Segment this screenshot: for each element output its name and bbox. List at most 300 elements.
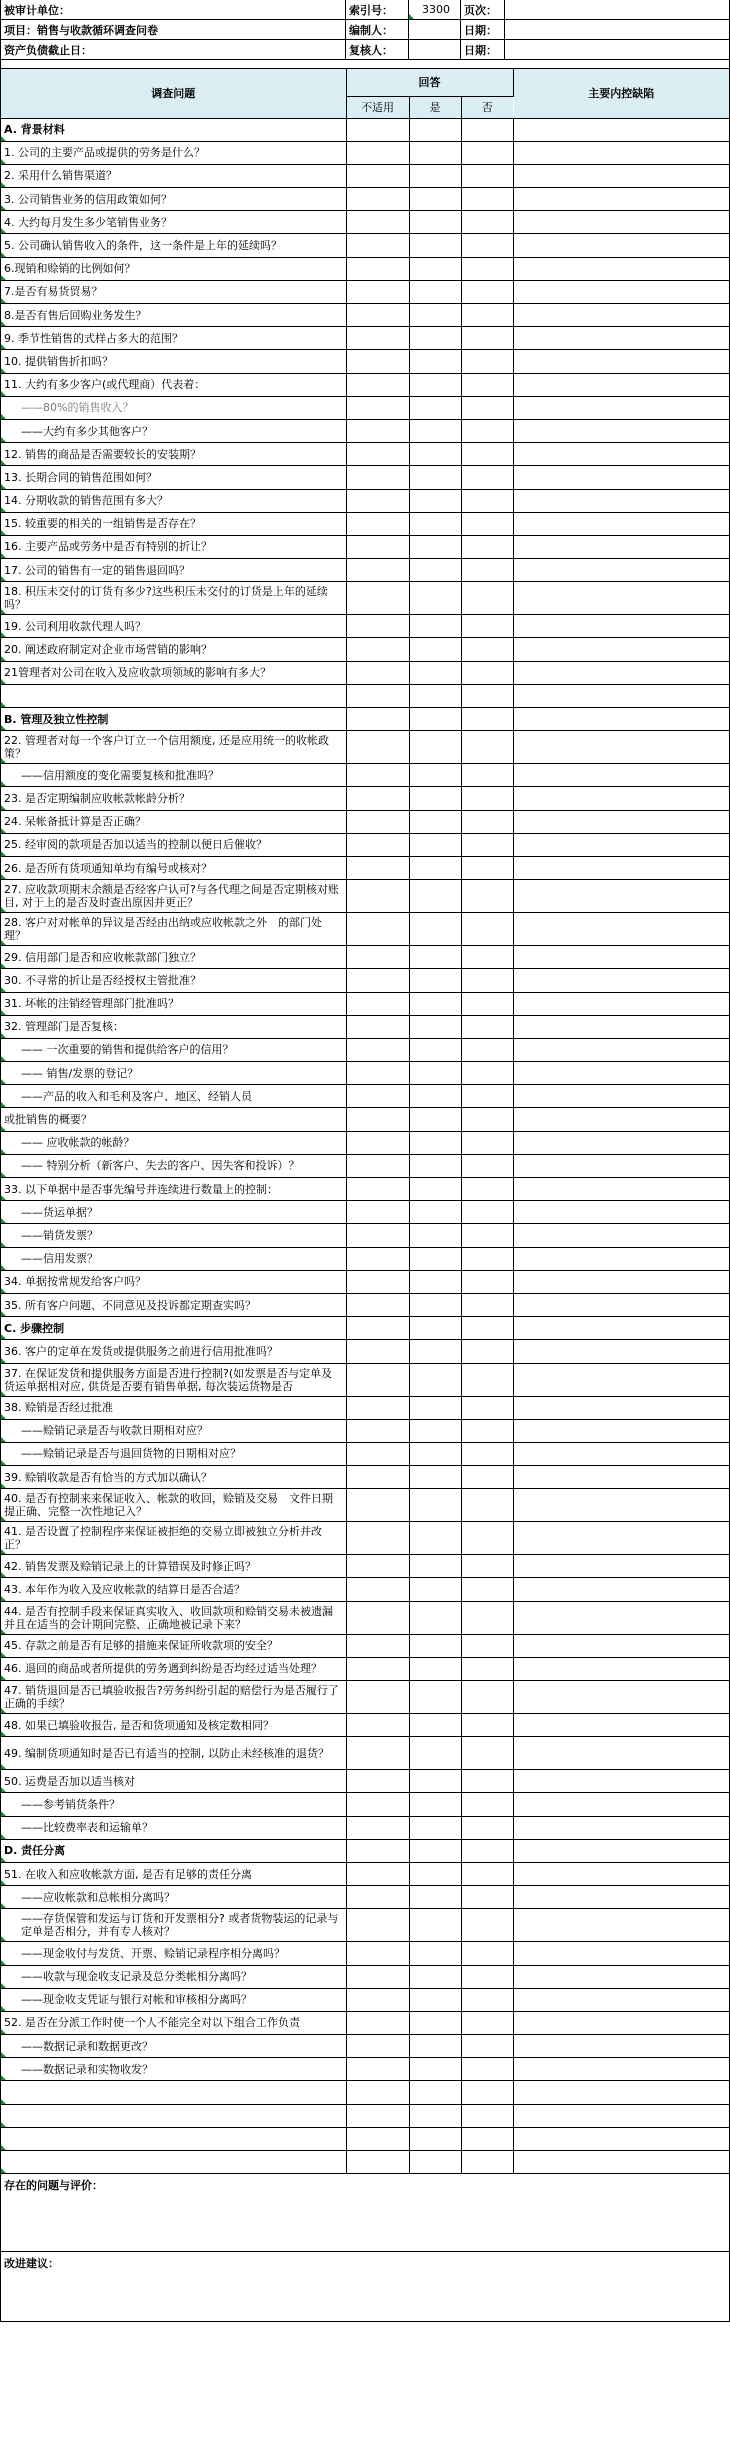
answer-no[interactable] [461,638,513,661]
answer-na[interactable] [346,1015,409,1038]
answer-na[interactable] [346,731,409,764]
answer-yes[interactable] [409,1363,461,1396]
answer-no[interactable] [461,1038,513,1061]
defect-cell[interactable] [513,856,729,879]
answer-no[interactable] [461,810,513,833]
page-value[interactable] [505,0,729,19]
answer-yes[interactable] [409,992,461,1015]
answer-yes[interactable] [409,1442,461,1465]
answer-no[interactable] [461,1466,513,1489]
answer-no[interactable] [461,787,513,810]
answer-yes[interactable] [409,969,461,992]
answer-no[interactable] [461,350,513,373]
answer-no[interactable] [461,1489,513,1522]
answer-yes[interactable] [409,512,461,535]
answer-no[interactable] [461,731,513,764]
answer-no[interactable] [461,559,513,582]
answer-no[interactable] [461,141,513,164]
answer-na[interactable] [346,1988,409,2011]
defect-cell[interactable] [513,466,729,489]
answer-no[interactable] [461,1270,513,1293]
answer-no[interactable] [461,1816,513,1839]
answer-no[interactable] [461,1555,513,1578]
answer-no[interactable] [461,1601,513,1634]
answer-na[interactable] [346,1038,409,1061]
answer-no[interactable] [461,118,513,141]
defect-cell[interactable] [513,992,729,1015]
answer-yes[interactable] [409,164,461,187]
answer-na[interactable] [346,1131,409,1154]
answer-no[interactable] [461,708,513,731]
answer-no[interactable] [461,419,513,442]
answer-na[interactable] [346,1634,409,1657]
answer-na[interactable] [346,1340,409,1363]
answer-yes[interactable] [409,1816,461,1839]
defect-cell[interactable] [513,1601,729,1634]
defect-cell[interactable] [513,373,729,396]
answer-no[interactable] [461,1442,513,1465]
suggest-box[interactable] [1,2252,729,2322]
answer-no[interactable] [461,512,513,535]
answer-no[interactable] [461,2127,513,2150]
answer-yes[interactable] [409,764,461,787]
answer-na[interactable] [346,234,409,257]
answer-yes[interactable] [409,1270,461,1293]
index-value[interactable]: 3300 [409,0,461,19]
answer-no[interactable] [461,443,513,466]
answer-yes[interactable] [409,1466,461,1489]
defect-cell[interactable] [513,1839,729,1862]
defect-cell[interactable] [513,787,729,810]
answer-yes[interactable] [409,280,461,303]
defect-cell[interactable] [513,1770,729,1793]
answer-yes[interactable] [409,1085,461,1108]
answer-no[interactable] [461,992,513,1015]
answer-no[interactable] [461,466,513,489]
answer-no[interactable] [461,2151,513,2174]
answer-yes[interactable] [409,1419,461,1442]
answer-yes[interactable] [409,2104,461,2127]
defect-cell[interactable] [513,1317,729,1340]
answer-no[interactable] [461,1634,513,1657]
answer-na[interactable] [346,2127,409,2150]
answer-na[interactable] [346,684,409,707]
answer-yes[interactable] [409,419,461,442]
answer-na[interactable] [346,833,409,856]
answer-no[interactable] [461,1522,513,1555]
defect-cell[interactable] [513,1015,729,1038]
answer-no[interactable] [461,2104,513,2127]
answer-yes[interactable] [409,234,461,257]
answer-yes[interactable] [409,1737,461,1770]
answer-na[interactable] [346,1839,409,1862]
defect-cell[interactable] [513,2151,729,2174]
answer-yes[interactable] [409,1224,461,1247]
answer-na[interactable] [346,304,409,327]
answer-no[interactable] [461,1015,513,1038]
answer-no[interactable] [461,535,513,558]
answer-na[interactable] [346,1793,409,1816]
defect-cell[interactable] [513,810,729,833]
answer-na[interactable] [346,2011,409,2034]
answer-no[interactable] [461,1108,513,1131]
answer-yes[interactable] [409,638,461,661]
defect-cell[interactable] [513,419,729,442]
answer-yes[interactable] [409,1489,461,1522]
defect-cell[interactable] [513,443,729,466]
answer-na[interactable] [346,1555,409,1578]
answer-yes[interactable] [409,1988,461,2011]
answer-na[interactable] [346,2035,409,2058]
answer-na[interactable] [346,1085,409,1108]
answer-no[interactable] [461,1862,513,1885]
answer-yes[interactable] [409,1178,461,1201]
answer-na[interactable] [346,1062,409,1085]
answer-na[interactable] [346,1942,409,1965]
answer-na[interactable] [346,1154,409,1177]
defect-cell[interactable] [513,1555,729,1578]
answer-no[interactable] [461,1419,513,1442]
answer-na[interactable] [346,443,409,466]
defect-cell[interactable] [513,1178,729,1201]
answer-na[interactable] [346,1522,409,1555]
defect-cell[interactable] [513,764,729,787]
answer-no[interactable] [461,1363,513,1396]
defect-cell[interactable] [513,164,729,187]
answer-no[interactable] [461,1293,513,1316]
answer-na[interactable] [346,1178,409,1201]
answer-no[interactable] [461,188,513,211]
defect-cell[interactable] [513,1201,729,1224]
answer-yes[interactable] [409,1578,461,1601]
answer-no[interactable] [461,1178,513,1201]
defect-cell[interactable] [513,1442,729,1465]
answer-na[interactable] [346,327,409,350]
defect-cell[interactable] [513,1816,729,1839]
defect-cell[interactable] [513,1466,729,1489]
defect-cell[interactable] [513,1737,729,1770]
answer-yes[interactable] [409,2011,461,2034]
defect-cell[interactable] [513,489,729,512]
answer-no[interactable] [461,1317,513,1340]
answer-no[interactable] [461,1886,513,1909]
answer-yes[interactable] [409,1909,461,1942]
answer-yes[interactable] [409,2081,461,2104]
answer-na[interactable] [346,856,409,879]
defect-cell[interactable] [513,684,729,707]
answer-na[interactable] [346,946,409,969]
defect-cell[interactable] [513,1062,729,1085]
defect-cell[interactable] [513,1085,729,1108]
answer-na[interactable] [346,969,409,992]
answer-yes[interactable] [409,856,461,879]
defect-cell[interactable] [513,1224,729,1247]
defect-cell[interactable] [513,327,729,350]
answer-na[interactable] [346,1224,409,1247]
answer-na[interactable] [346,466,409,489]
answer-yes[interactable] [409,1038,461,1061]
answer-yes[interactable] [409,1015,461,1038]
answer-na[interactable] [346,638,409,661]
answer-no[interactable] [461,1965,513,1988]
defect-cell[interactable] [513,1862,729,1885]
answer-no[interactable] [461,1340,513,1363]
answer-na[interactable] [346,1681,409,1714]
answer-yes[interactable] [409,141,461,164]
answer-na[interactable] [346,661,409,684]
answer-yes[interactable] [409,1862,461,1885]
defect-cell[interactable] [513,559,729,582]
answer-no[interactable] [461,234,513,257]
answer-no[interactable] [461,684,513,707]
answer-yes[interactable] [409,1681,461,1714]
defect-cell[interactable] [513,512,729,535]
answer-no[interactable] [461,1085,513,1108]
answer-no[interactable] [461,396,513,419]
answer-yes[interactable] [409,327,461,350]
answer-no[interactable] [461,280,513,303]
defect-cell[interactable] [513,1363,729,1396]
defect-cell[interactable] [513,141,729,164]
answer-na[interactable] [346,2081,409,2104]
defect-cell[interactable] [513,1419,729,1442]
answer-yes[interactable] [409,211,461,234]
answer-yes[interactable] [409,1201,461,1224]
answer-yes[interactable] [409,466,461,489]
answer-na[interactable] [346,1270,409,1293]
defect-cell[interactable] [513,1909,729,1942]
answer-no[interactable] [461,1247,513,1270]
defect-cell[interactable] [513,1340,729,1363]
answer-yes[interactable] [409,708,461,731]
defect-cell[interactable] [513,188,729,211]
answer-no[interactable] [461,1681,513,1714]
defect-cell[interactable] [513,1942,729,1965]
answer-na[interactable] [346,1489,409,1522]
defect-cell[interactable] [513,396,729,419]
answer-no[interactable] [461,913,513,946]
answer-na[interactable] [346,1363,409,1396]
answer-no[interactable] [461,946,513,969]
answer-no[interactable] [461,1770,513,1793]
answer-yes[interactable] [409,661,461,684]
answer-no[interactable] [461,856,513,879]
defect-cell[interactable] [513,350,729,373]
defect-cell[interactable] [513,2127,729,2150]
answer-yes[interactable] [409,810,461,833]
answer-no[interactable] [461,327,513,350]
answer-na[interactable] [346,1419,409,1442]
defect-cell[interactable] [513,582,729,615]
answer-yes[interactable] [409,946,461,969]
answer-na[interactable] [346,1816,409,1839]
defect-cell[interactable] [513,1965,729,1988]
answer-na[interactable] [346,913,409,946]
answer-na[interactable] [346,582,409,615]
answer-na[interactable] [346,787,409,810]
answer-yes[interactable] [409,1317,461,1340]
answer-yes[interactable] [409,1154,461,1177]
answer-no[interactable] [461,1714,513,1737]
preparer-value[interactable] [409,20,461,39]
defect-cell[interactable] [513,2104,729,2127]
defect-cell[interactable] [513,257,729,280]
answer-yes[interactable] [409,1714,461,1737]
answer-na[interactable] [346,615,409,638]
answer-na[interactable] [346,1601,409,1634]
answer-yes[interactable] [409,582,461,615]
answer-no[interactable] [461,1578,513,1601]
answer-yes[interactable] [409,787,461,810]
answer-no[interactable] [461,1839,513,1862]
answer-yes[interactable] [409,559,461,582]
defect-cell[interactable] [513,211,729,234]
defect-cell[interactable] [513,969,729,992]
answer-no[interactable] [461,164,513,187]
answer-na[interactable] [346,1909,409,1942]
defect-cell[interactable] [513,1038,729,1061]
answer-yes[interactable] [409,188,461,211]
answer-yes[interactable] [409,118,461,141]
answer-na[interactable] [346,1108,409,1131]
answer-no[interactable] [461,211,513,234]
answer-no[interactable] [461,1657,513,1680]
answer-no[interactable] [461,615,513,638]
defect-cell[interactable] [513,731,729,764]
defect-cell[interactable] [513,1657,729,1680]
answer-yes[interactable] [409,2127,461,2150]
defect-cell[interactable] [513,638,729,661]
answer-na[interactable] [346,1247,409,1270]
answer-na[interactable] [346,1886,409,1909]
defect-cell[interactable] [513,2058,729,2081]
defect-cell[interactable] [513,280,729,303]
answer-no[interactable] [461,582,513,615]
date-value[interactable] [505,20,729,39]
answer-na[interactable] [346,2151,409,2174]
answer-no[interactable] [461,2011,513,2034]
defect-cell[interactable] [513,1886,729,1909]
answer-yes[interactable] [409,1293,461,1316]
answer-no[interactable] [461,1737,513,1770]
answer-na[interactable] [346,141,409,164]
answer-yes[interactable] [409,304,461,327]
answer-yes[interactable] [409,913,461,946]
answer-no[interactable] [461,1224,513,1247]
defect-cell[interactable] [513,708,729,731]
defect-cell[interactable] [513,1396,729,1419]
defect-cell[interactable] [513,2011,729,2034]
answer-yes[interactable] [409,489,461,512]
defect-cell[interactable] [513,833,729,856]
answer-no[interactable] [461,489,513,512]
answer-na[interactable] [346,2104,409,2127]
answer-yes[interactable] [409,1396,461,1419]
answer-yes[interactable] [409,1522,461,1555]
answer-na[interactable] [346,1714,409,1737]
answer-no[interactable] [461,257,513,280]
defect-cell[interactable] [513,118,729,141]
answer-no[interactable] [461,880,513,913]
defect-cell[interactable] [513,1634,729,1657]
answer-na[interactable] [346,396,409,419]
answer-na[interactable] [346,373,409,396]
answer-na[interactable] [346,1657,409,1680]
defect-cell[interactable] [513,1793,729,1816]
defect-cell[interactable] [513,1489,729,1522]
answer-na[interactable] [346,419,409,442]
answer-na[interactable] [346,708,409,731]
answer-yes[interactable] [409,1555,461,1578]
answer-yes[interactable] [409,1634,461,1657]
answer-na[interactable] [346,257,409,280]
answer-na[interactable] [346,1737,409,1770]
answer-yes[interactable] [409,350,461,373]
defect-cell[interactable] [513,1270,729,1293]
answer-no[interactable] [461,1201,513,1224]
answer-yes[interactable] [409,535,461,558]
answer-na[interactable] [346,1293,409,1316]
answer-na[interactable] [346,535,409,558]
answer-na[interactable] [346,188,409,211]
answer-na[interactable] [346,810,409,833]
defect-cell[interactable] [513,1578,729,1601]
answer-yes[interactable] [409,1601,461,1634]
answer-yes[interactable] [409,1108,461,1131]
answer-na[interactable] [346,1466,409,1489]
defect-cell[interactable] [513,535,729,558]
defect-cell[interactable] [513,946,729,969]
answer-no[interactable] [461,661,513,684]
defect-cell[interactable] [513,1154,729,1177]
answer-na[interactable] [346,164,409,187]
answer-no[interactable] [461,833,513,856]
answer-yes[interactable] [409,1131,461,1154]
answer-no[interactable] [461,2081,513,2104]
answer-yes[interactable] [409,1793,461,1816]
answer-yes[interactable] [409,1886,461,1909]
answer-yes[interactable] [409,1965,461,1988]
answer-yes[interactable] [409,2035,461,2058]
answer-yes[interactable] [409,731,461,764]
answer-na[interactable] [346,512,409,535]
defect-cell[interactable] [513,615,729,638]
date-value-2[interactable] [505,40,729,59]
answer-na[interactable] [346,1317,409,1340]
answer-yes[interactable] [409,2058,461,2081]
answer-yes[interactable] [409,833,461,856]
answer-na[interactable] [346,1862,409,1885]
defect-cell[interactable] [513,1522,729,1555]
answer-no[interactable] [461,1131,513,1154]
defect-cell[interactable] [513,880,729,913]
answer-yes[interactable] [409,257,461,280]
answer-yes[interactable] [409,1062,461,1085]
answer-no[interactable] [461,1793,513,1816]
answer-yes[interactable] [409,396,461,419]
issues-box[interactable] [1,2174,729,2252]
answer-yes[interactable] [409,1340,461,1363]
defect-cell[interactable] [513,1988,729,2011]
answer-no[interactable] [461,1909,513,1942]
answer-no[interactable] [461,969,513,992]
answer-no[interactable] [461,1942,513,1965]
answer-na[interactable] [346,1201,409,1224]
answer-yes[interactable] [409,1657,461,1680]
answer-yes[interactable] [409,880,461,913]
answer-no[interactable] [461,1396,513,1419]
answer-yes[interactable] [409,1839,461,1862]
